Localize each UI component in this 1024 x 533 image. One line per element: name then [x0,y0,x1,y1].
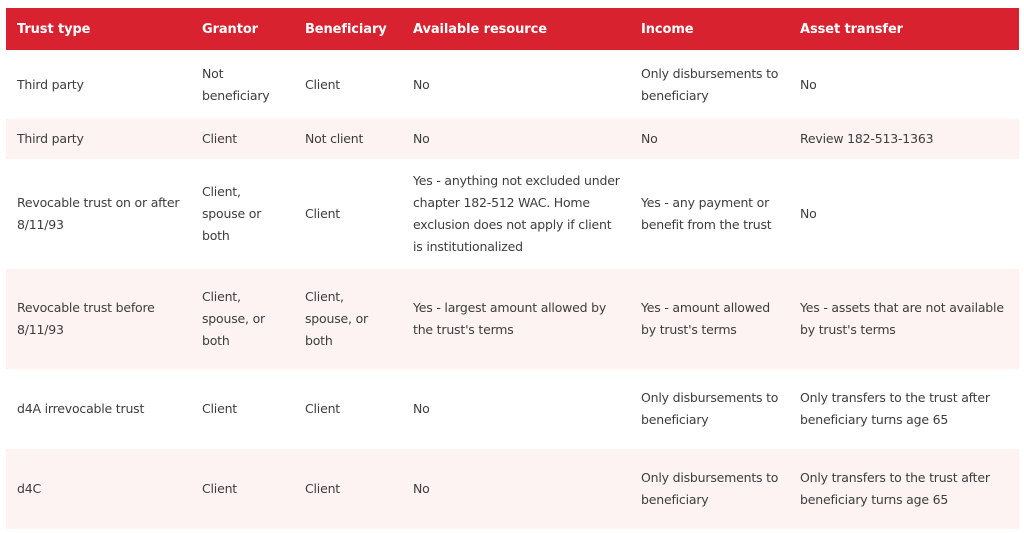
cell-available-resource: No [413,76,430,92]
cell-available-resource: No [413,481,430,496]
cell-income: Yes - any payment or benefit from the trust [641,195,772,232]
cell-income: Only disbursements to beneficiary [641,470,779,507]
cell-available-resource: No [413,401,430,416]
cell-asset-transfer: No [800,76,817,92]
table-row [6,119,1019,159]
cell-asset-transfer: No [800,206,817,221]
cell-available-resource: No [413,131,430,146]
cell-available-resource: Yes - largest amount allowed by the trust's terms [413,300,607,337]
cell-beneficiary: Client [305,76,340,92]
cell-trust-type: Revocable trust on or after 8/11/93 [17,195,180,232]
header-available-resource: Available resource [413,21,547,37]
cell-trust-type: Revocable trust before 8/11/93 [17,300,155,337]
header-beneficiary: Beneficiary [305,21,387,37]
header-grantor: Grantor [202,21,258,37]
cell-beneficiary: Client [305,401,340,416]
table-body [6,50,1019,529]
cell-grantor: Client [202,131,237,146]
cell-beneficiary: Client, spouse, or both [305,289,368,348]
cell-income: No [641,131,658,146]
header-row [6,8,1019,50]
table-row [6,369,1019,449]
table-row [6,50,1019,119]
header-trust-type: Trust type [17,21,91,37]
cell-trust-type: d4A irrevocable trust [17,401,145,416]
cell-trust-type: Third party [17,131,84,146]
cell-grantor: Client, spouse, or both [202,289,265,348]
cell-beneficiary: Client [305,481,340,496]
cell-grantor: Not beneficiary [202,65,270,103]
cell-grantor: Client [202,481,237,496]
cell-beneficiary: Client [305,206,340,221]
cell-trust-type: Third party [17,76,84,92]
cell-asset-transfer: Review 182-513-1363 [800,131,934,146]
table-header [6,8,1019,50]
trust-types-table [6,8,1019,529]
cell-available-resource: Yes - anything not excluded under chapter 182-512 WAC. Home exclusion does not apply if client is institutionalized [413,173,620,254]
header-asset-transfer: Asset transfer [800,21,903,37]
trust-table-container [6,8,1019,529]
cell-income: Only disbursements to beneficiary [641,65,779,103]
cell-beneficiary: Not client [305,131,364,146]
cell-asset-transfer: Only transfers to the trust after beneficiary turns age 65 [800,470,990,507]
cell-asset-transfer: Yes - assets that are not available by trust's terms [800,300,1004,337]
cell-trust-type: d4C [17,481,42,496]
table-row [6,269,1019,369]
header-income: Income [641,21,694,37]
table-row [6,449,1019,529]
cell-grantor: Client [202,401,237,416]
cell-asset-transfer: Only transfers to the trust after beneficiary turns age 65 [800,390,990,427]
table-row [6,159,1019,269]
cell-grantor: Client, spouse or both [202,184,262,243]
cell-income: Only disbursements to beneficiary [641,390,779,427]
cell-income: Yes - amount allowed by trust's terms [641,300,770,337]
